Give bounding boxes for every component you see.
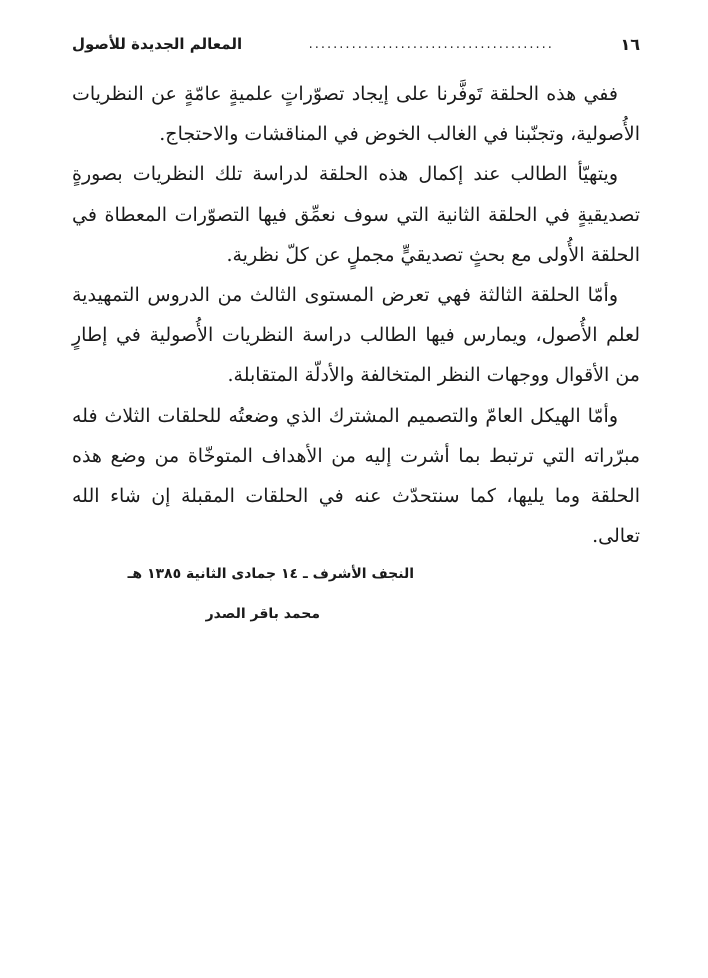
- paragraph-2: ويتهيّأ الطالب عند إكمال هذه الحلقة لدراسة تلك النظريات بصورةٍ تصديقيةٍ في الحلقة الثانية التي سوف نعمِّق فيها التصوّرات المعطاة في الحلقة الأُولى مع بحثٍ تصديقيٍّ مجملٍ عن كلّ نظرية.: [72, 163, 640, 266]
- paragraph-4: وأمّا الهيكل العامّ والتصميم المشترك الذي وضعتُه للحلقات الثلاث فله مبرّراته التي ترتبط بما أشرت إليه من الأهداف المتوخّاة من وضع هذه الحلقة وما يليها، كما سنتحدّث عنه في الحلقات المقبلة إن شاء الله تعالى.: [72, 404, 640, 548]
- paragraph-1: ففي هذه الحلقة تَوفَّرنا على إيجاد تصوّراتٍ علميةٍ عامّةٍ عن النظريات الأُصولية، وتجنّبنا في الغالب الخوض في المناقشات والاحتجاج.: [72, 83, 640, 146]
- paragraph-3: وأمّا الحلقة الثالثة فهي تعرض المستوى الثالث من الدروس التمهيدية لعلم الأُصول، ويمارس فيها الطالب دراسة النظريات الأُصولية في إطارٍ من الأقوال ووجهات النظر المتخالفة والأدلّة المتقابلة.: [72, 284, 640, 387]
- author-signature: محمد باقر الصدر: [205, 606, 320, 622]
- dot-leader: ........................................: [308, 36, 554, 52]
- book-title: المعالم الجديدة للأصول: [72, 35, 243, 53]
- place-date-line: النجف الأشرف ـ ١٤ جمادى الثانية ١٣٨٥ هـ: [127, 566, 414, 582]
- page-number: ١٦: [620, 34, 640, 54]
- running-header: [72, 30, 640, 58]
- body-text: [72, 74, 640, 556]
